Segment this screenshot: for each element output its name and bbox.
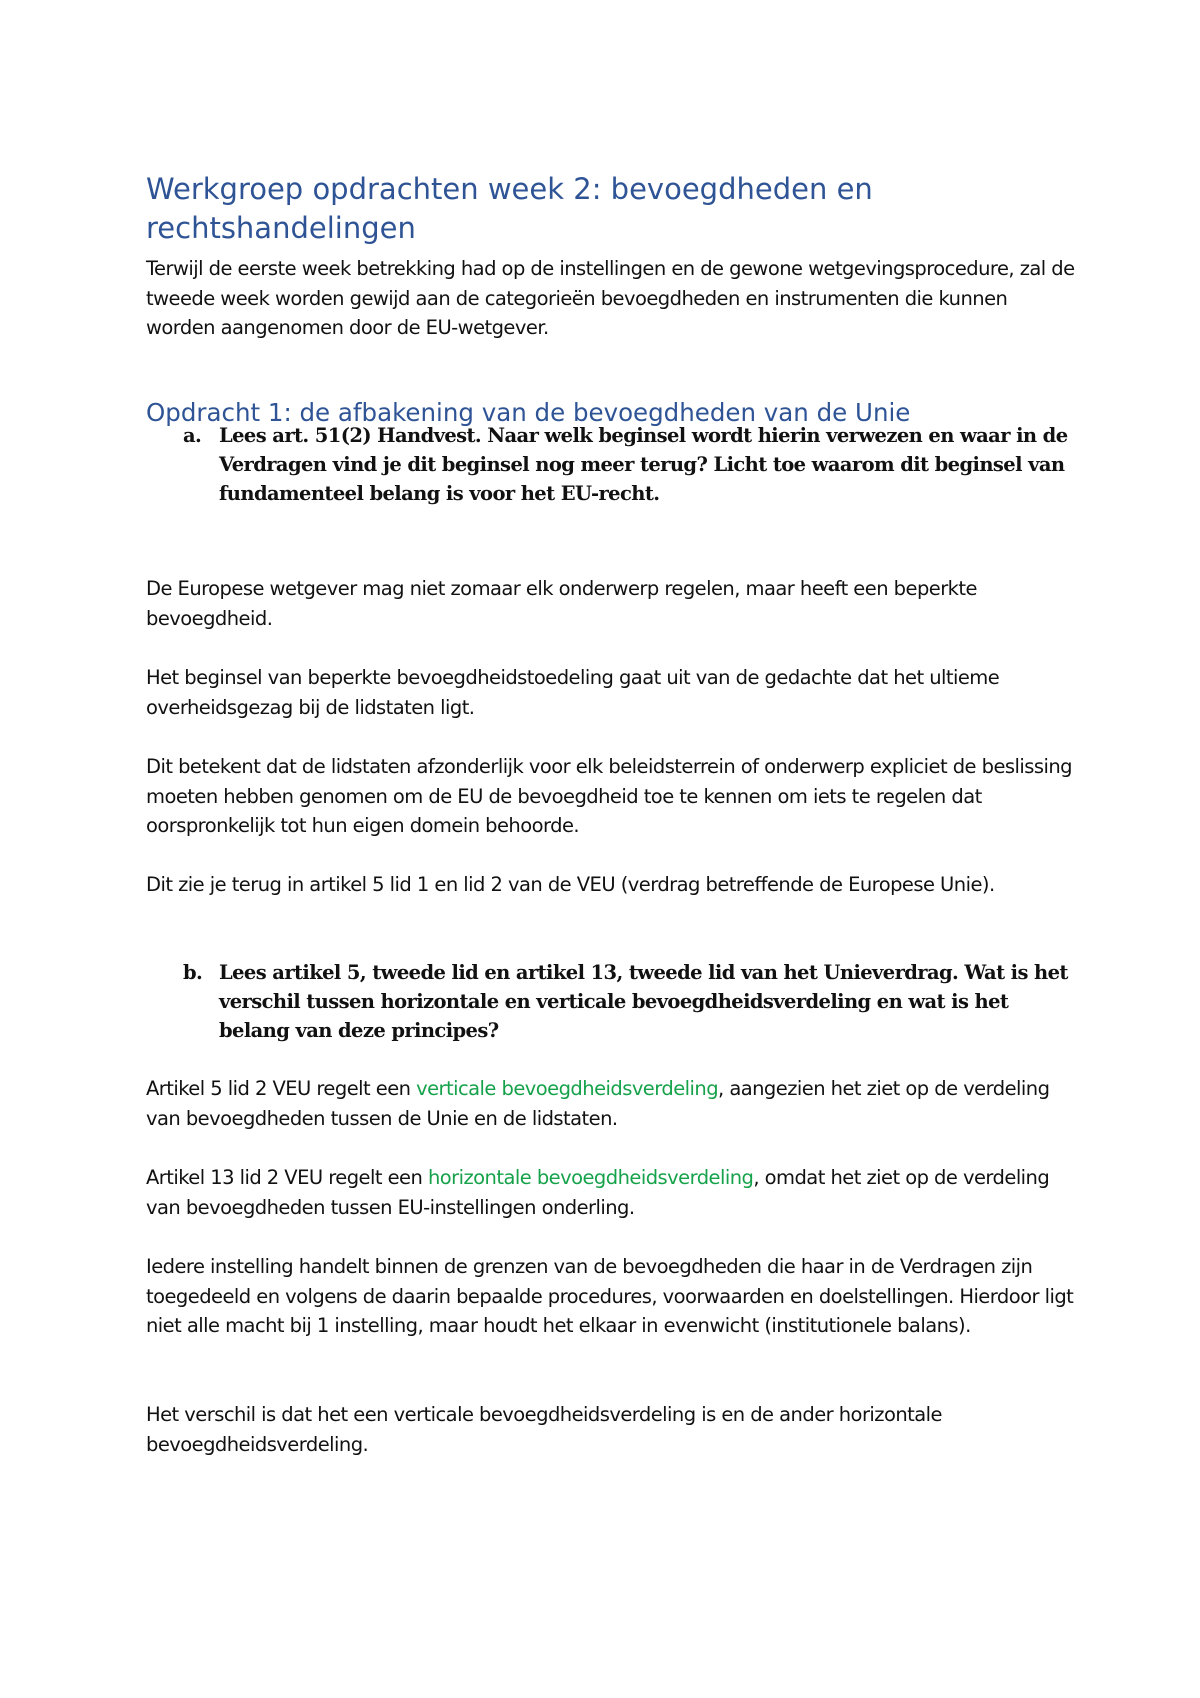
- answer-b-paragraph-2: [146, 1163, 1076, 1222]
- question-b-text: Lees artikel 5, tweede lid en artikel 13, tweede lid van het Unieverdrag. Wat is het verschil tussen horizontale en verticale bevoegdheidsverdeling en wat is het belang van deze principes?: [219, 961, 1068, 1042]
- answer-b-p2-before: Artikel 13 lid 2 VEU regelt een: [146, 1166, 428, 1189]
- answer-a-paragraph-1: De Europese wetgever mag niet zomaar elk onderwerp regelen, maar heeft een beperkte bevoegdheid.: [146, 577, 977, 630]
- answer-b-paragraph-1: [146, 1074, 1076, 1133]
- question-b-marker: b.: [183, 961, 203, 984]
- intro-paragraph: Terwijl de eerste week betrekking had op de instellingen en de gewone wetgevingsprocedure, zal de tweede week worden gewijd aan de categorieën bevoegdheden en instrumenten die kunnen worden aangenomen door de EU-wetgever.: [146, 257, 1075, 339]
- answer-a-paragraph-2: Het beginsel van beperkte bevoegdheidstoedeling gaat uit van de gedachte dat het ultieme overheidsgezag bij de lidstaten ligt.: [146, 666, 1000, 719]
- answer-b-paragraph-3: Iedere instelling handelt binnen de grenzen van de bevoegdheden die haar in de Verdragen zijn toegedeeld en volgens de daarin bepaalde procedures, voorwaarden en doelstellingen. Hierdoor ligt niet alle macht bij 1 instelling, maar houdt het elkaar in evenwicht (institutionele balans).: [146, 1255, 1074, 1337]
- question-a-text: Lees art. 51(2) Handvest. Naar welk beginsel wordt hierin verwezen en waar in de Verdragen vind je dit beginsel nog meer terug? Licht toe waarom dit beginsel van fundamenteel belang is voor het EU-recht.: [219, 424, 1068, 505]
- answer-b-p2-after: , omdat het ziet op de verdeling van bevoegdheden tussen EU-instellingen onderling.: [146, 1166, 1050, 1219]
- horizontal-distribution-highlight: horizontale bevoegdheidsverdeling: [427, 1166, 754, 1189]
- answer-b-p1-before: Artikel 5 lid 2 VEU regelt een: [146, 1077, 417, 1100]
- document-title: Werkgroep opdrachten week 2: bevoegdheden en rechtshandelingen: [146, 172, 873, 245]
- answer-a-paragraph-3: Dit betekent dat de lidstaten afzonderlijk voor elk beleidsterrein of onderwerp expliciet de beslissing moeten hebben genomen om de EU de bevoegdheid toe te kennen om iets te regelen dat oorspronkelijk tot hun eigen domein behoorde.: [146, 755, 1072, 837]
- answer-a-paragraph-4: Dit zie je terug in artikel 5 lid 1 en lid 2 van de VEU (verdrag betreffende de Europese Unie).: [146, 873, 995, 896]
- answer-b-p1-after: , aangezien het ziet op de verdeling van bevoegdheden tussen de Unie en de lidstaten.: [146, 1077, 1050, 1130]
- answer-b-paragraph-4: Het verschil is dat het een verticale bevoegdheidsverdeling is en de ander horizontale bevoegdheidsverdeling.: [146, 1403, 942, 1456]
- question-a-marker: a.: [183, 424, 202, 447]
- vertical-distribution-highlight: verticale bevoegdheidsverdeling: [416, 1077, 719, 1100]
- section-heading-opdracht-1: Opdracht 1: de afbakening van de bevoegdheden van de Unie: [146, 398, 911, 427]
